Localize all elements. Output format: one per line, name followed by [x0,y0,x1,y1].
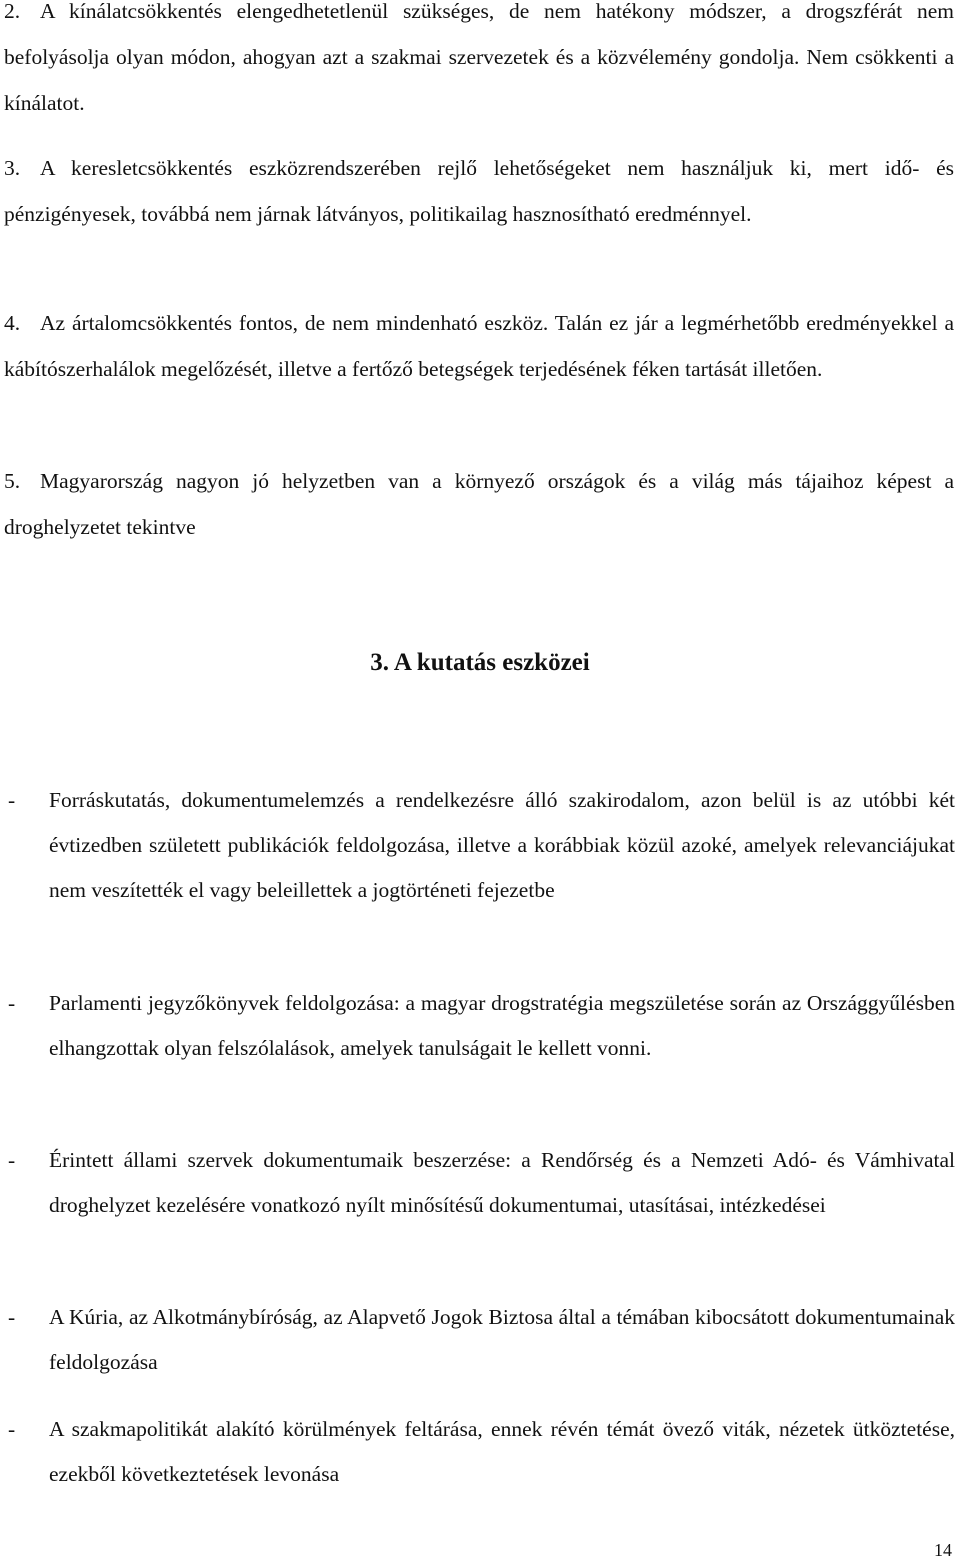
dash-item-text: Forráskutatás, dokumentumelemzés a rendelkezésre álló szakirodalom, azon belül is az utóbbi két évtizedben született publikációk feldolgozása, illetve a korábbiak közül azoké, amelyek relevanciájukat nem veszítették el vagy beleillettek a jogtörténeti fejezetbe [49,788,955,902]
dash-item-text: Parlamenti jegyzőkönyvek feldolgozása: a magyar drogstratégia megszületése során az Országgyűlésben elhangzottak olyan felszólalások, amelyek tanulságait le kellett vonni. [49,991,955,1060]
page-number: 14 [934,1540,952,1560]
dash-item-text: A Kúria, az Alkotmánybíróság, az Alapvető Jogok Biztosa által a témában kibocsátott dokumentumainak feldolgozása [49,1305,955,1374]
dash-marker: - [8,1148,16,1172]
numbered-item-3 [4,145,954,237]
dash-list-item [8,778,955,913]
dash-marker: - [8,788,16,812]
item-number: 3. [4,156,21,180]
item-number: 2. [4,0,21,23]
item-number: 5. [4,469,21,493]
dash-marker: - [8,991,16,1015]
dash-list-item [8,1138,955,1228]
dash-marker: - [8,1305,16,1329]
numbered-item-2 [4,0,954,126]
dash-list-item [8,1295,955,1385]
item-number: 4. [4,311,21,335]
dash-item-text: Érintett állami szervek dokumentumaik beszerzése: a Rendőrség és a Nemzeti Adó- és Vámhivatal droghelyzet kezelésére vonatkozó nyílt minősítésű dokumentumai, utasításai, intézkedései [49,1148,955,1217]
item-text: A kínálatcsökkentés elengedhetetlenül szükséges, de nem hatékony módszer, a drogszférát nem befolyásolja olyan módon, ahogyan azt a szakmai szervezetek és a közvélemény gondolja. Nem csökkenti a kínálatot. [4,0,954,115]
numbered-item-4 [4,300,954,392]
dash-marker: - [8,1417,16,1441]
dash-list-item [8,1407,955,1497]
section-heading: 3. A kutatás eszközei [370,649,590,676]
dash-list-item [8,981,955,1071]
item-text: Magyarország nagyon jó helyzetben van a környező országok és a világ más tájaihoz képest a droghelyzetet tekintve [4,469,954,539]
item-text: Az ártalomcsökkentés fontos, de nem mindenható eszköz. Talán ez jár a legmérhetőbb eredményekkel a kábítószerhalálok megelőzését, illetve a fertőző betegségek terjedésének féken tartását illetően. [4,311,954,381]
item-text: A keresletcsökkentés eszközrendszerében rejlő lehetőségeket nem használjuk ki, mert idő- és pénzigényesek, továbbá nem járnak látványos, politikailag hasznosítható eredménnyel. [4,156,954,226]
numbered-item-5 [4,458,954,550]
dash-item-text: A szakmapolitikát alakító körülmények feltárása, ennek révén témát övező viták, nézetek ütköztetése, ezekből következtetések levonása [49,1417,955,1486]
